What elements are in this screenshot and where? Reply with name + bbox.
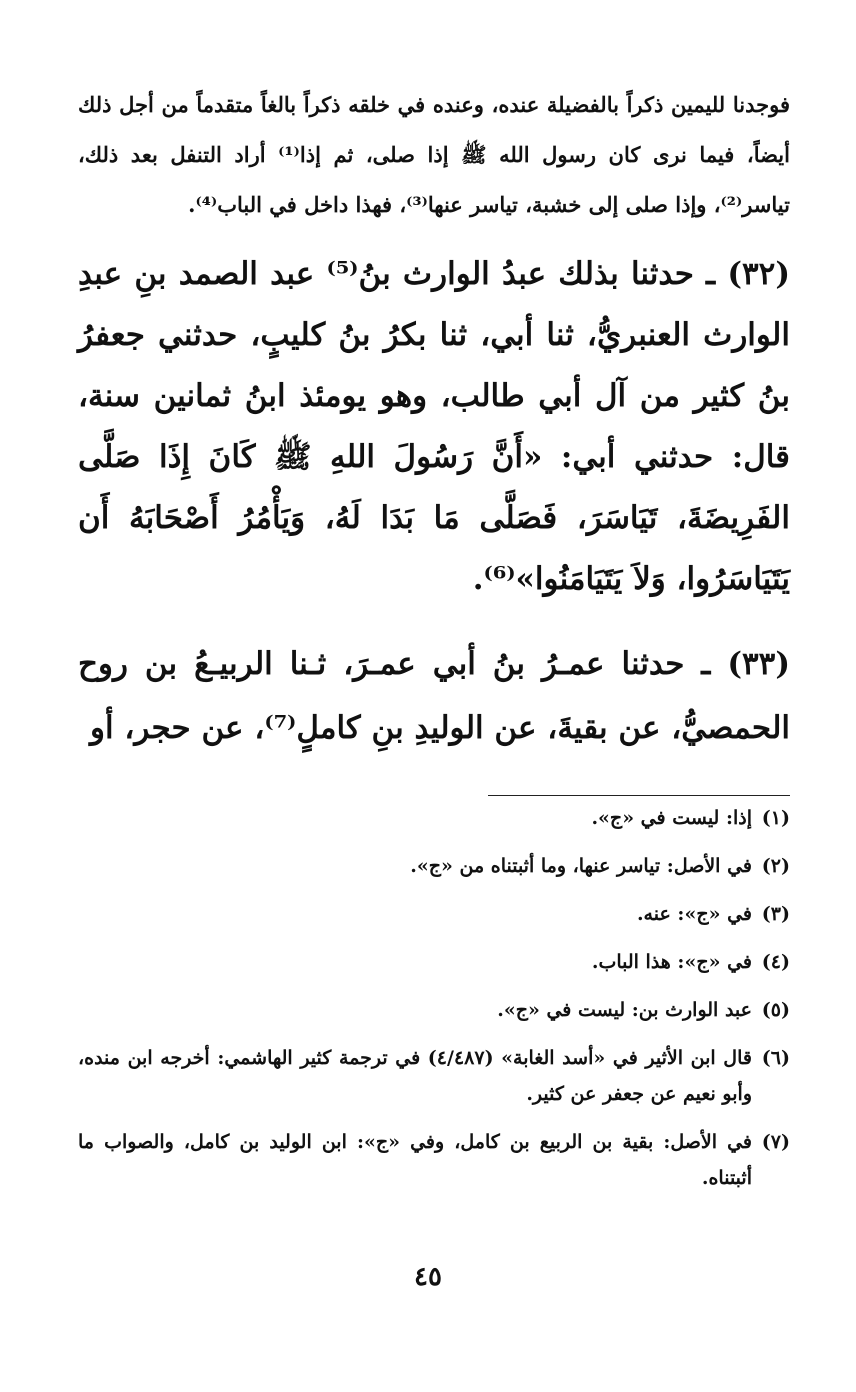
footnote-item xyxy=(78,992,790,1028)
footnote-text: في الأصل: تياسر عنها، وما أثبتناه من «ج». xyxy=(410,855,752,877)
main-text xyxy=(78,80,790,760)
footnote-number: (١) xyxy=(761,807,790,829)
footnote-item xyxy=(78,1040,790,1112)
footnote-item xyxy=(78,944,790,980)
footnote-text: إذا: ليست في «ج». xyxy=(591,807,752,829)
footnote-text: قال ابن الأثير في «أسد الغابة» (٤/٤٨٧) في ترجمة كثير الهاشمي: أخرجه ابن منده، وأبو نعيم عن جعفر عن كثير. xyxy=(78,1047,752,1105)
footnote-item xyxy=(78,800,790,836)
footnote-number: (٥) xyxy=(761,999,790,1021)
footnote-text: في «ج»: هذا الباب. xyxy=(591,951,752,973)
footnote-item xyxy=(78,848,790,884)
hadith-32-paragraph: (٣٢) ـ حدثنا بذلك عبدُ الوارث بنُ⁽⁵⁾ عبد الصمد بنِ عبدِ الوارث العنبريُّ، ثنا أبي، ثنا بكرُ بنُ كليبٍ، حدثني جعفرُ بنُ كثير من آل أبي طالب، وهو يومئذ ابنُ ثمانين سنة، قال: حدثني أبي: «أَنَّ رَسُولَ اللهِ ﷺ كَانَ إِذَا صَلَّى الفَرِيضَةَ، تَيَاسَرَ، فَصَلَّى مَا بَدَا لَهُ، وَيَأْمُرُ أَصْحَابَهُ أَن يَتَيَاسَرُوا، وَلاَ يَتَيَامَنُوا»⁽⁶⁾. xyxy=(78,256,791,597)
hadith-33-paragraph: (٣٣) ـ حدثنا عمـرُ بنُ أبي عمـرَ، ثـنا الربيـعُ بن روح الحمصيُّ، عن بقيةَ، عن الوليدِ بنِ كاملٍ⁽⁷⁾، عن حجر، أو xyxy=(78,646,790,746)
intro-paragraph: فوجدنا لليمين ذكراً بالفضيلة عنده، وعنده في خلقه ذكراً بالغاً متقدماً من أجل ذلك أيضاً، فيما نرى كان رسول الله ﷺ إذا صلى، ثم إذا⁽¹⁾ أراد التنفل بعد ذلك، تياسر⁽²⁾، وإذا صلى إلى خشبة، تياسر عنها⁽³⁾، فهذا داخل في الباب⁽⁴⁾. xyxy=(78,92,790,217)
footnote-number: (٧) xyxy=(761,1131,790,1153)
footnote-text: في الأصل: بقية بن الربيع بن كامل، وفي «ج»: ابن الوليد بن كامل، والصواب ما أثبتناه. xyxy=(78,1131,752,1189)
page-number: ٤٥ xyxy=(414,1262,442,1292)
footnote-number: (٦) xyxy=(761,1047,790,1069)
footnote-number: (٢) xyxy=(761,855,790,877)
footnote-item xyxy=(78,896,790,932)
footnote-item xyxy=(78,1124,790,1196)
footnote-number: (٣) xyxy=(761,903,790,925)
footnote-separator xyxy=(488,795,790,796)
footnotes xyxy=(78,800,790,1208)
footnote-number: (٤) xyxy=(761,951,790,973)
footnote-text: عبد الوارث بن: ليست في «ج». xyxy=(497,999,752,1021)
footnote-text: في «ج»: عنه. xyxy=(636,903,752,925)
